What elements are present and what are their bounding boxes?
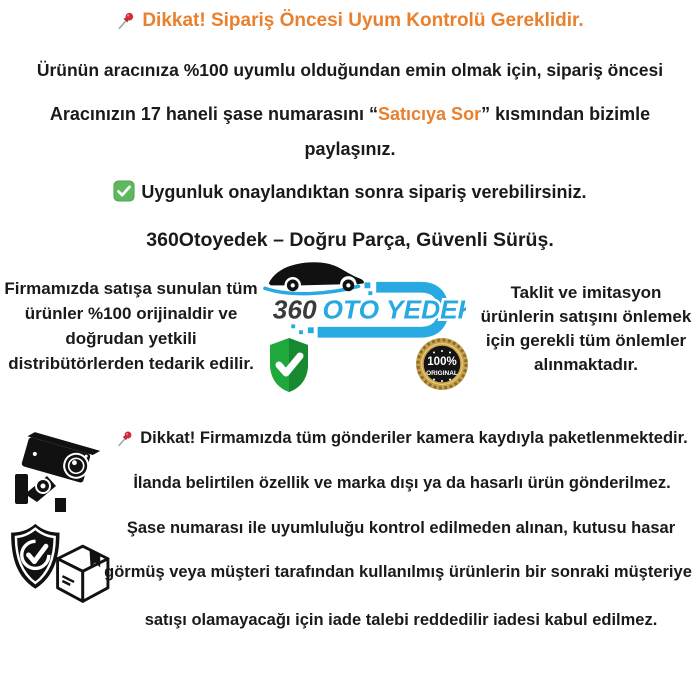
seal-percent: 100% [427,356,457,368]
logo-number: 360 [272,294,317,325]
approval-text: Uygunluk onaylandıktan sonra sipariş verebilirsiniz. [141,182,587,202]
camera-notice-text: Dikkat! Firmamızda tüm gönderiler kamera kaydıyla paketlenmektedir. [140,429,688,447]
camera-notice-line [106,429,698,452]
original-seal-icon [415,332,469,401]
compliance-header [0,10,700,36]
shipping-accuracy-line: İlanda belirtilen özellik ve marka dışı ya da hasarlı ürün gönderilmez. [133,474,671,492]
pushpin-icon [116,10,136,36]
brand-logo-icon [261,257,466,342]
logo-name: OTO YEDEK [322,294,466,325]
cctv-camera-icon [13,422,105,527]
chassis-line [0,104,700,125]
chassis-line-post: ” kısmından bizimle [481,104,651,124]
header-text: Dikkat! Sipariş Öncesi Uyum Kontrolü Gereklidir. [142,10,584,31]
pushpin-icon [116,429,134,452]
approval-line [0,180,700,207]
ask-seller-highlight: Satıcıya Sor [378,104,482,124]
compatibility-line: Ürünün aracınıza %100 uyumlu olduğundan emin olmak için, sipariş öncesi [36,60,664,80]
green-checkbox-icon [113,180,135,207]
seal-original: ORIGINAL [426,370,458,377]
return-policy-line-3: satışı olamayacağı için iade talebi reddedilir iadesi kabul edilmez. [144,611,658,629]
originality-statement: Firmamızda satışa sunulan tüm ürünler %100 orijinaldir ve doğrudan yetkili distribütörlerden tedarik edilir. [4,279,258,373]
green-shield-icon [266,336,312,399]
brand-tagline: 360Otoyedek – Doğru Parça, Güvenli Sürüş. [146,229,554,251]
return-policy-line-1: Şase numarası ile uyumluluğu kontrol edilmeden alınan, kutusu hasar [126,519,676,537]
anti-counterfeit-statement: Taklit ve imitasyon ürünlerin satışını önlemek için gerekli tüm önlemler alınmaktadır. [480,283,692,374]
return-policy-line-2: görmüş veya müşteri tarafından kullanılmış ürünlerin bir sonraki müşteriye [104,563,692,581]
chassis-line-pre: Aracınızın 17 haneli şase numarasını “ [49,104,379,124]
chassis-line-wrap: paylaşınız. [304,139,396,159]
